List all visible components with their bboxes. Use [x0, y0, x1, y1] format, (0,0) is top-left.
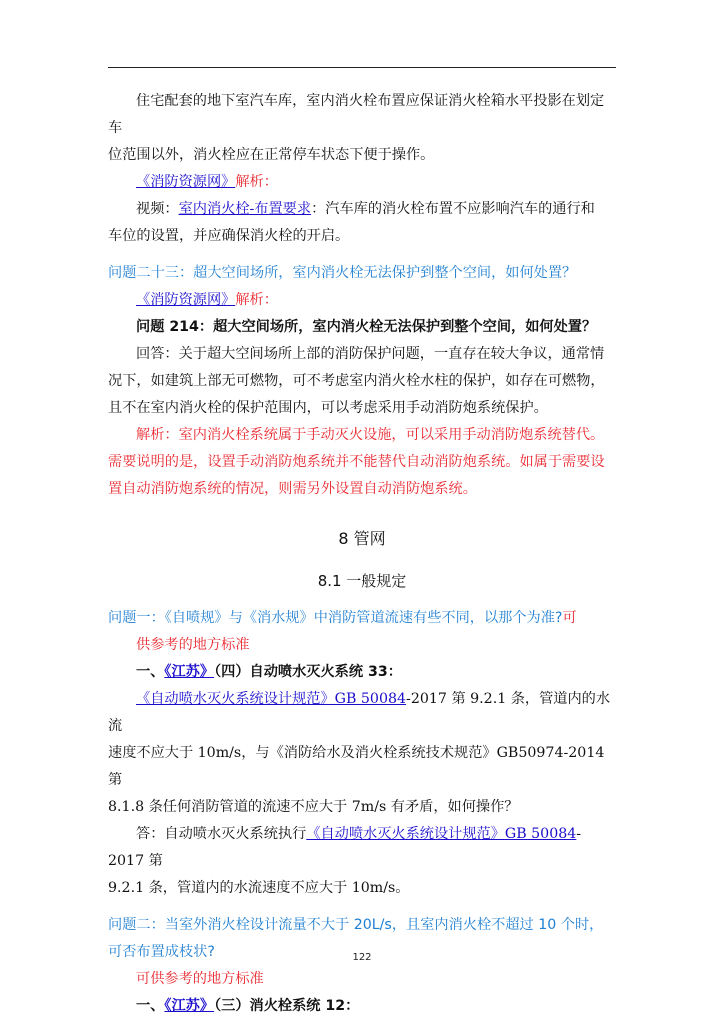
page-number: 122 — [352, 952, 372, 963]
gb50084-link[interactable]: 《自动喷水灭火系统设计规范》GB 50084 — [306, 826, 577, 842]
jiangsu-item-2: 一、《江苏》（三）消火栓系统 12： — [136, 998, 360, 1014]
sprinkler-question: 《自动喷水灭火系统设计规范》GB 50084-2017 第 9.2.1 条，管道内的水流 速度不应大于 10m/s，与《消防给水及消火栓系统技术规范》GB50974-2014 第 8.1.8 条任何消防管道的流速不应大于 7m/s 有矛盾，如何操作？ — [108, 691, 611, 815]
answer-text: 回答：关于超大空间场所上部的消防保护问题，一直存在较大争议，通常情 况下，如建筑上部无可燃物，可不考虑室内消火栓水柱的保护，如存在可燃物， 且不在室内消火栓的保护范围内，可以考虑采用手动消防炮系统保护。 — [108, 346, 605, 416]
source-link[interactable]: 《消防资源网》 — [136, 292, 236, 308]
question-23-title: 问题二十三：超大空间场所，室内消火栓无法保护到整个空间，如何处置？ — [108, 265, 577, 281]
source-link[interactable]: 《消防资源网》 — [136, 174, 236, 190]
video-link[interactable]: 室内消火栓-布置要求 — [178, 201, 312, 217]
analysis-heading-2: 《消防资源网》解析： — [136, 292, 278, 308]
question-1-title: 问题一：《自喷规》与《消水规》中消防管道流速有些不同，以那个为准?可 — [108, 610, 577, 626]
section-heading: 8.1 一般规定 — [317, 572, 407, 590]
jiangsu-item-1: 一、《江苏》（四）自动喷水灭火系统 33： — [136, 664, 402, 680]
local-standard-label-1: 供参考的地方标准 — [136, 637, 250, 653]
jiangsu-link[interactable]: 《江苏》 — [164, 998, 215, 1014]
document-page — [108, 88, 616, 1020]
sprinkler-answer: 答：自动喷水灭火系统执行《自动喷水灭火系统设计规范》GB 50084-2017 第 9.2.1 条，管道内的水流速度不应大于 10m/s。 — [108, 826, 582, 896]
chapter-heading: 8 管网 — [338, 529, 386, 548]
video-note: 视频：室内消火栓-布置要求：汽车库的消火栓布置不应影响汽车的通行和 车位的设置，并应确保消火栓的开启。 — [108, 201, 595, 244]
local-standard-label-2: 可供参考的地方标准 — [136, 971, 264, 987]
gb50084-link[interactable]: 《自动喷水灭火系统设计规范》GB 50084 — [136, 691, 407, 707]
question-2-title: 问题二：当室外消火栓设计流量不大于 20L/s，且室内消火栓不超过 10 个时， 可否布置成枝状? — [108, 917, 604, 960]
header-rule — [108, 67, 616, 68]
question-214: 问题 214：超大空间场所，室内消火栓无法保护到整个空间，如何处置？ — [136, 319, 597, 335]
analysis-heading-1: 《消防资源网》解析： — [136, 174, 278, 190]
jiangsu-link[interactable]: 《江苏》 — [164, 664, 215, 680]
analysis-red-text: 解析：室内消火栓系统属于手动灭火设施，可以采用手动消防炮系统替代。 需要说明的是，设置手动消防炮系统并不能替代自动消防炮系统。如属于需要设 置自动消防炮系统的情况，则需另外设置自动消防炮系统。 — [108, 427, 605, 497]
paragraph-garage: 住宅配套的地下室汽车库，室内消火栓布置应保证消火栓箱水平投影在划定车 位范围以外，消火栓应在正常停车状态下便于操作。 — [108, 93, 605, 163]
